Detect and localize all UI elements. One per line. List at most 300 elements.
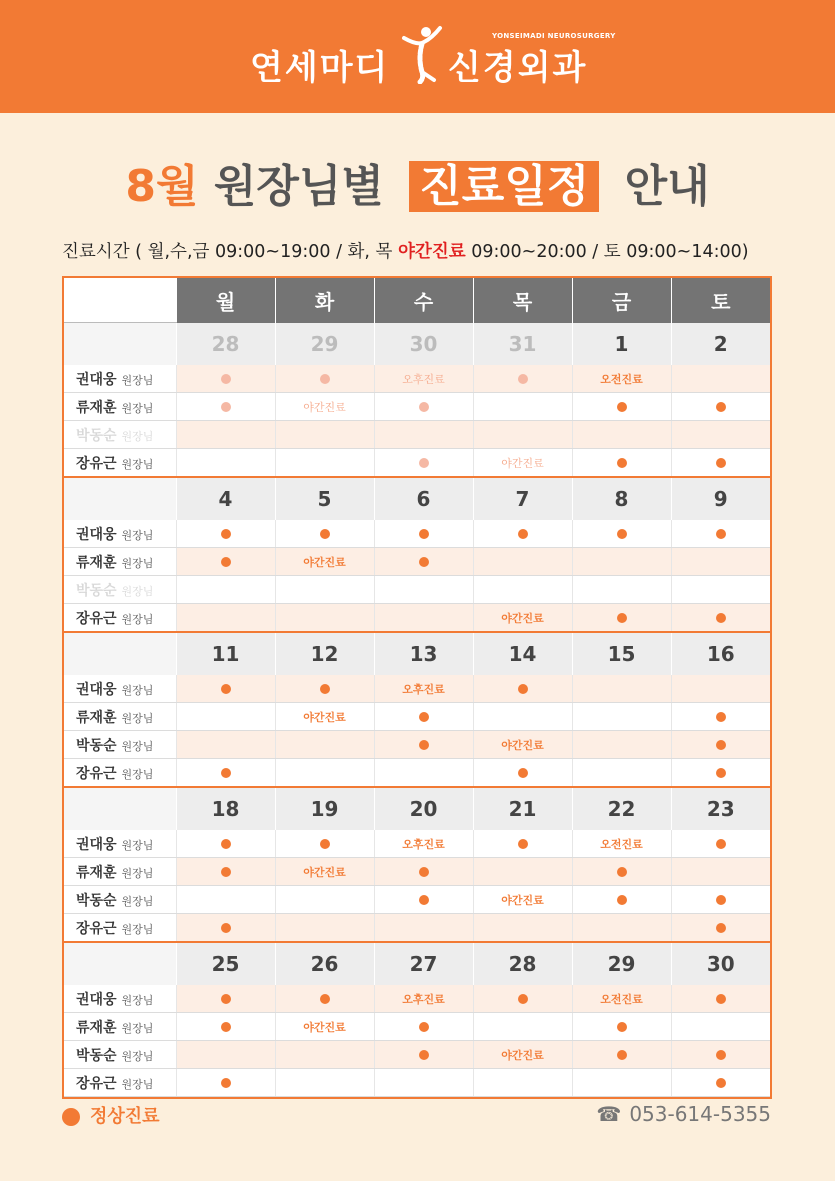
date-cell: 7 <box>473 477 572 520</box>
schedule-body <box>64 323 770 1097</box>
schedule-cell <box>572 1041 671 1069</box>
doctor-name: 류재훈 <box>76 709 117 726</box>
phone-text: 053-614-5355 <box>629 1102 771 1126</box>
hours-suffix: 09:00~20:00 / 토 09:00~14:00) <box>465 242 749 262</box>
date-cell: 29 <box>572 942 671 985</box>
session-label: 야간진료 <box>501 738 544 752</box>
date-cell: 21 <box>473 787 572 830</box>
schedule-cell <box>473 1013 572 1041</box>
schedule-cell <box>671 604 770 633</box>
schedule-cell <box>374 703 473 731</box>
doctor-name: 박동순 <box>76 892 117 909</box>
date-row-blank <box>64 787 176 830</box>
schedule-cell <box>572 449 671 478</box>
regular-clinic-dot <box>716 768 726 778</box>
regular-clinic-dot <box>617 613 627 623</box>
regular-clinic-dot <box>419 557 429 567</box>
date-cell: 30 <box>374 323 473 366</box>
date-cell: 25 <box>176 942 275 985</box>
regular-clinic-dot <box>221 768 231 778</box>
title-month: 8월 <box>125 161 199 212</box>
schedule-cell <box>275 703 374 731</box>
schedule-cell <box>473 1069 572 1097</box>
doctor-row <box>64 393 770 421</box>
schedule-cell <box>671 1013 770 1041</box>
schedule-cell <box>275 914 374 943</box>
schedule-cell <box>473 604 572 633</box>
doctor-name: 류재훈 <box>76 864 117 881</box>
date-cell: 9 <box>671 477 770 520</box>
doctor-row <box>64 675 770 703</box>
header-bar <box>0 0 835 113</box>
date-cell: 13 <box>374 632 473 675</box>
doctor-name-cell <box>64 675 176 703</box>
schedule-cell <box>572 858 671 886</box>
doctor-row <box>64 449 770 478</box>
doctor-name: 권대웅 <box>76 526 117 543</box>
regular-clinic-dot <box>518 768 528 778</box>
doctor-name-cell <box>64 858 176 886</box>
schedule-cell <box>374 520 473 548</box>
doctor-title: 원장님 <box>121 1049 154 1063</box>
schedule-cell <box>176 365 275 393</box>
schedule-cell <box>275 1069 374 1097</box>
doctor-name: 권대웅 <box>76 681 117 698</box>
schedule-cell <box>176 731 275 759</box>
schedule-cell <box>275 604 374 633</box>
doctor-title: 원장님 <box>121 993 154 1007</box>
doctor-name-cell <box>64 520 176 548</box>
doctor-name-cell <box>64 365 176 393</box>
doctor-row <box>64 1041 770 1069</box>
schedule-cell <box>473 548 572 576</box>
date-cell: 11 <box>176 632 275 675</box>
regular-clinic-dot <box>221 923 231 933</box>
schedule-cell <box>572 393 671 421</box>
schedule-cell <box>572 576 671 604</box>
doctor-name: 박동순 <box>76 582 117 599</box>
hours-prefix: 진료시간 ( 월,수,금 09:00~19:00 / 화, 목 <box>62 242 399 262</box>
doctor-row <box>64 914 770 943</box>
regular-clinic-dot <box>320 684 330 694</box>
doctor-name: 권대웅 <box>76 836 117 853</box>
doctor-title: 원장님 <box>121 866 154 880</box>
session-label: 오후진료 <box>402 992 445 1006</box>
schedule-cell <box>473 421 572 449</box>
regular-clinic-dot <box>716 1078 726 1088</box>
session-label: 야간진료 <box>303 555 346 569</box>
date-cell: 12 <box>275 632 374 675</box>
regular-clinic-dot <box>419 712 429 722</box>
title-mid: 원장님별 <box>213 161 384 212</box>
date-cell: 4 <box>176 477 275 520</box>
schedule-cell <box>374 449 473 478</box>
legend-dot <box>62 1108 80 1126</box>
schedule-cell <box>572 1069 671 1097</box>
doctor-name: 장유근 <box>76 455 117 472</box>
regular-clinic-dot <box>617 1022 627 1032</box>
title-end: 안내 <box>624 161 710 212</box>
doctor-row <box>64 520 770 548</box>
doctor-row <box>64 759 770 788</box>
schedule-cell <box>473 576 572 604</box>
doctor-title: 원장님 <box>121 401 154 415</box>
regular-clinic-dot <box>221 994 231 1004</box>
schedule-cell <box>374 886 473 914</box>
schedule-cell <box>374 576 473 604</box>
regular-clinic-dot <box>716 923 726 933</box>
schedule-cell <box>176 858 275 886</box>
regular-clinic-dot <box>617 867 627 877</box>
regular-clinic-dot <box>419 1022 429 1032</box>
schedule-cell <box>275 830 374 858</box>
schedule-cell <box>176 1069 275 1097</box>
date-cell: 26 <box>275 942 374 985</box>
date-cell: 18 <box>176 787 275 830</box>
weekday-header: 화 <box>275 278 374 323</box>
date-cell: 23 <box>671 787 770 830</box>
doctor-title: 원장님 <box>121 556 154 570</box>
schedule-cell <box>275 1013 374 1041</box>
regular-clinic-dot <box>320 529 330 539</box>
schedule-cell <box>671 731 770 759</box>
schedule-cell <box>176 576 275 604</box>
schedule-cell <box>374 731 473 759</box>
doctor-title: 원장님 <box>121 528 154 542</box>
doctor-name-cell <box>64 1013 176 1041</box>
schedule-cell <box>671 520 770 548</box>
regular-clinic-dot <box>617 458 627 468</box>
date-row <box>64 632 770 675</box>
schedule-cell <box>374 1041 473 1069</box>
schedule-cell <box>176 1013 275 1041</box>
schedule-cell <box>374 858 473 886</box>
schedule-cell <box>473 365 572 393</box>
schedule-cell <box>572 830 671 858</box>
schedule-cell <box>275 985 374 1013</box>
doctor-title: 원장님 <box>121 612 154 626</box>
schedule-cell <box>572 703 671 731</box>
schedule-cell <box>176 830 275 858</box>
doctor-title: 원장님 <box>121 739 154 753</box>
date-cell: 1 <box>572 323 671 366</box>
date-cell: 19 <box>275 787 374 830</box>
schedule-cell <box>671 759 770 788</box>
schedule-cell <box>176 421 275 449</box>
schedule-cell <box>671 449 770 478</box>
regular-clinic-dot <box>518 529 528 539</box>
schedule-cell <box>671 576 770 604</box>
date-cell: 5 <box>275 477 374 520</box>
doctor-title: 원장님 <box>121 922 154 936</box>
doctor-title: 원장님 <box>121 711 154 725</box>
schedule-cell <box>671 830 770 858</box>
schedule-cell <box>176 1041 275 1069</box>
schedule-cell <box>671 548 770 576</box>
schedule-cell <box>473 858 572 886</box>
schedule-cell <box>572 520 671 548</box>
date-row-blank <box>64 942 176 985</box>
schedule-cell <box>176 675 275 703</box>
doctor-name: 류재훈 <box>76 1019 117 1036</box>
schedule-cell <box>671 393 770 421</box>
doctor-name-cell <box>64 1069 176 1097</box>
schedule-cell <box>572 759 671 788</box>
doctor-title: 원장님 <box>121 373 154 387</box>
doctor-name: 권대웅 <box>76 371 117 388</box>
schedule-cell <box>275 759 374 788</box>
doctor-row <box>64 886 770 914</box>
session-label: 야간진료 <box>501 1048 544 1062</box>
schedule-cell <box>671 365 770 393</box>
regular-clinic-dot <box>518 839 528 849</box>
session-label: 야간진료 <box>303 1020 346 1034</box>
schedule-cell <box>572 1013 671 1041</box>
schedule-cell <box>473 1041 572 1069</box>
schedule-cell <box>473 830 572 858</box>
regular-clinic-dot <box>320 994 330 1004</box>
doctor-title: 원장님 <box>121 584 154 598</box>
date-cell: 22 <box>572 787 671 830</box>
schedule-cell <box>671 1069 770 1097</box>
logo-text-left: 연세마디 <box>250 48 390 88</box>
doctor-name-cell <box>64 914 176 943</box>
schedule-cell <box>275 675 374 703</box>
schedule-cell <box>374 985 473 1013</box>
doctor-name-cell <box>64 830 176 858</box>
date-row-blank <box>64 323 176 366</box>
date-cell: 15 <box>572 632 671 675</box>
session-label: 오후진료 <box>402 682 445 696</box>
legend <box>62 1102 160 1128</box>
doctor-name-cell <box>64 1041 176 1069</box>
schedule-cell <box>572 604 671 633</box>
doctor-title: 원장님 <box>121 1077 154 1091</box>
regular-clinic-dot <box>518 684 528 694</box>
date-row-blank <box>64 477 176 520</box>
session-label: 야간진료 <box>501 611 544 625</box>
session-label: 오후진료 <box>402 837 445 851</box>
schedule-cell <box>275 886 374 914</box>
schedule-cell <box>572 886 671 914</box>
regular-clinic-dot <box>716 613 726 623</box>
regular-clinic-dot <box>221 529 231 539</box>
date-cell: 31 <box>473 323 572 366</box>
regular-clinic-dot <box>716 994 726 1004</box>
regular-clinic-dot <box>419 895 429 905</box>
doctor-name: 장유근 <box>76 765 117 782</box>
doctor-name-cell <box>64 759 176 788</box>
schedule-cell <box>374 393 473 421</box>
spine-figure-icon <box>400 24 444 88</box>
date-cell: 8 <box>572 477 671 520</box>
doctor-name-cell <box>64 604 176 633</box>
doctor-name-cell <box>64 421 176 449</box>
schedule-cell <box>572 365 671 393</box>
regular-clinic-dot <box>419 529 429 539</box>
date-row <box>64 477 770 520</box>
doctor-title: 원장님 <box>121 894 154 908</box>
schedule-cell <box>275 365 374 393</box>
date-row-blank <box>64 632 176 675</box>
date-cell: 14 <box>473 632 572 675</box>
schedule-cell <box>176 604 275 633</box>
schedule-table <box>62 276 772 1099</box>
regular-clinic-dot <box>221 867 231 877</box>
schedule-cell <box>671 858 770 886</box>
schedule-cell <box>374 421 473 449</box>
schedule-cell <box>473 393 572 421</box>
regular-clinic-dot <box>716 740 726 750</box>
regular-clinic-dot <box>716 529 726 539</box>
doctor-title: 원장님 <box>121 767 154 781</box>
regular-clinic-dot <box>221 374 231 384</box>
doctor-title: 원장님 <box>121 457 154 471</box>
title-highlight: 진료일정 <box>409 161 599 212</box>
schedule-cell <box>671 703 770 731</box>
doctor-row <box>64 548 770 576</box>
regular-clinic-dot <box>716 402 726 412</box>
doctor-row <box>64 703 770 731</box>
schedule-cell <box>176 886 275 914</box>
doctor-name-cell <box>64 703 176 731</box>
doctor-row <box>64 576 770 604</box>
schedule-cell <box>374 675 473 703</box>
regular-clinic-dot <box>617 529 627 539</box>
doctor-name-cell <box>64 886 176 914</box>
schedule-cell <box>374 365 473 393</box>
doctor-row <box>64 731 770 759</box>
schedule-cell <box>572 548 671 576</box>
schedule-cell <box>176 914 275 943</box>
regular-clinic-dot <box>716 895 726 905</box>
regular-clinic-dot <box>419 402 429 412</box>
doctor-name: 박동순 <box>76 1047 117 1064</box>
schedule-cell <box>671 914 770 943</box>
regular-clinic-dot <box>320 374 330 384</box>
page-title <box>0 150 835 214</box>
clinic-logo <box>0 0 835 113</box>
doctor-name-cell <box>64 449 176 478</box>
doctor-name: 권대웅 <box>76 991 117 1008</box>
doctor-row <box>64 985 770 1013</box>
schedule-cell <box>176 759 275 788</box>
regular-clinic-dot <box>221 684 231 694</box>
schedule-cell <box>473 886 572 914</box>
session-label: 오전진료 <box>600 372 643 386</box>
regular-clinic-dot <box>221 1078 231 1088</box>
doctor-row <box>64 1013 770 1041</box>
schedule-cell <box>176 393 275 421</box>
weekday-header: 금 <box>572 278 671 323</box>
session-label: 야간진료 <box>501 456 544 470</box>
schedule-cell <box>374 548 473 576</box>
doctor-name-cell <box>64 985 176 1013</box>
doctor-row <box>64 830 770 858</box>
schedule-cell <box>176 548 275 576</box>
weekday-header: 목 <box>473 278 572 323</box>
regular-clinic-dot <box>716 1050 726 1060</box>
date-cell: 16 <box>671 632 770 675</box>
regular-clinic-dot <box>716 458 726 468</box>
schedule-cell <box>275 520 374 548</box>
date-cell: 30 <box>671 942 770 985</box>
schedule-cell <box>473 985 572 1013</box>
session-label: 야간진료 <box>303 710 346 724</box>
doctor-title: 원장님 <box>121 1021 154 1035</box>
regular-clinic-dot <box>419 867 429 877</box>
doctor-name: 박동순 <box>76 427 117 444</box>
schedule-cell <box>275 548 374 576</box>
doctor-name: 장유근 <box>76 920 117 937</box>
regular-clinic-dot <box>221 839 231 849</box>
date-cell: 28 <box>176 323 275 366</box>
doctor-title: 원장님 <box>121 838 154 852</box>
date-cell: 20 <box>374 787 473 830</box>
regular-clinic-dot <box>419 740 429 750</box>
logo-english-text: YONSEIMADI NEUROSURGERY <box>492 32 616 40</box>
doctor-name: 박동순 <box>76 737 117 754</box>
regular-clinic-dot <box>419 458 429 468</box>
doctor-title: 원장님 <box>121 683 154 697</box>
weekday-header: 토 <box>671 278 770 323</box>
schedule-cell <box>473 914 572 943</box>
regular-clinic-dot <box>617 402 627 412</box>
doctor-row <box>64 604 770 633</box>
schedule-cell <box>176 449 275 478</box>
schedule-cell <box>374 759 473 788</box>
schedule-cell <box>671 421 770 449</box>
session-label: 오전진료 <box>600 992 643 1006</box>
schedule-cell <box>176 520 275 548</box>
session-label: 오전진료 <box>600 837 643 851</box>
session-label: 오후진료 <box>402 372 445 386</box>
regular-clinic-dot <box>518 994 528 1004</box>
hours-night-label: 야간진료 <box>398 242 466 262</box>
date-row <box>64 787 770 830</box>
doctor-name: 류재훈 <box>76 554 117 571</box>
doctor-row <box>64 1069 770 1097</box>
logo-text-right: 신경외과 <box>448 48 588 88</box>
schedule-cell <box>374 604 473 633</box>
phone-icon: ☎ <box>596 1102 622 1126</box>
doctor-name-cell <box>64 548 176 576</box>
doctor-row <box>64 858 770 886</box>
schedule-cell <box>176 703 275 731</box>
doctor-row <box>64 421 770 449</box>
doctor-name: 장유근 <box>76 610 117 627</box>
schedule-cell <box>374 830 473 858</box>
schedule-cell <box>473 520 572 548</box>
doctor-name-cell <box>64 576 176 604</box>
doctor-name-cell <box>64 731 176 759</box>
doctor-name: 류재훈 <box>76 399 117 416</box>
schedule-cell <box>572 675 671 703</box>
regular-clinic-dot <box>221 1022 231 1032</box>
session-label: 야간진료 <box>303 865 346 879</box>
header-corner <box>64 278 176 323</box>
date-cell: 27 <box>374 942 473 985</box>
doctor-name-cell <box>64 393 176 421</box>
regular-clinic-dot <box>320 839 330 849</box>
doctor-name: 장유근 <box>76 1075 117 1092</box>
schedule-cell <box>374 914 473 943</box>
schedule-cell <box>671 1041 770 1069</box>
schedule-cell <box>275 393 374 421</box>
schedule-cell <box>473 731 572 759</box>
date-row <box>64 323 770 366</box>
regular-clinic-dot <box>716 839 726 849</box>
